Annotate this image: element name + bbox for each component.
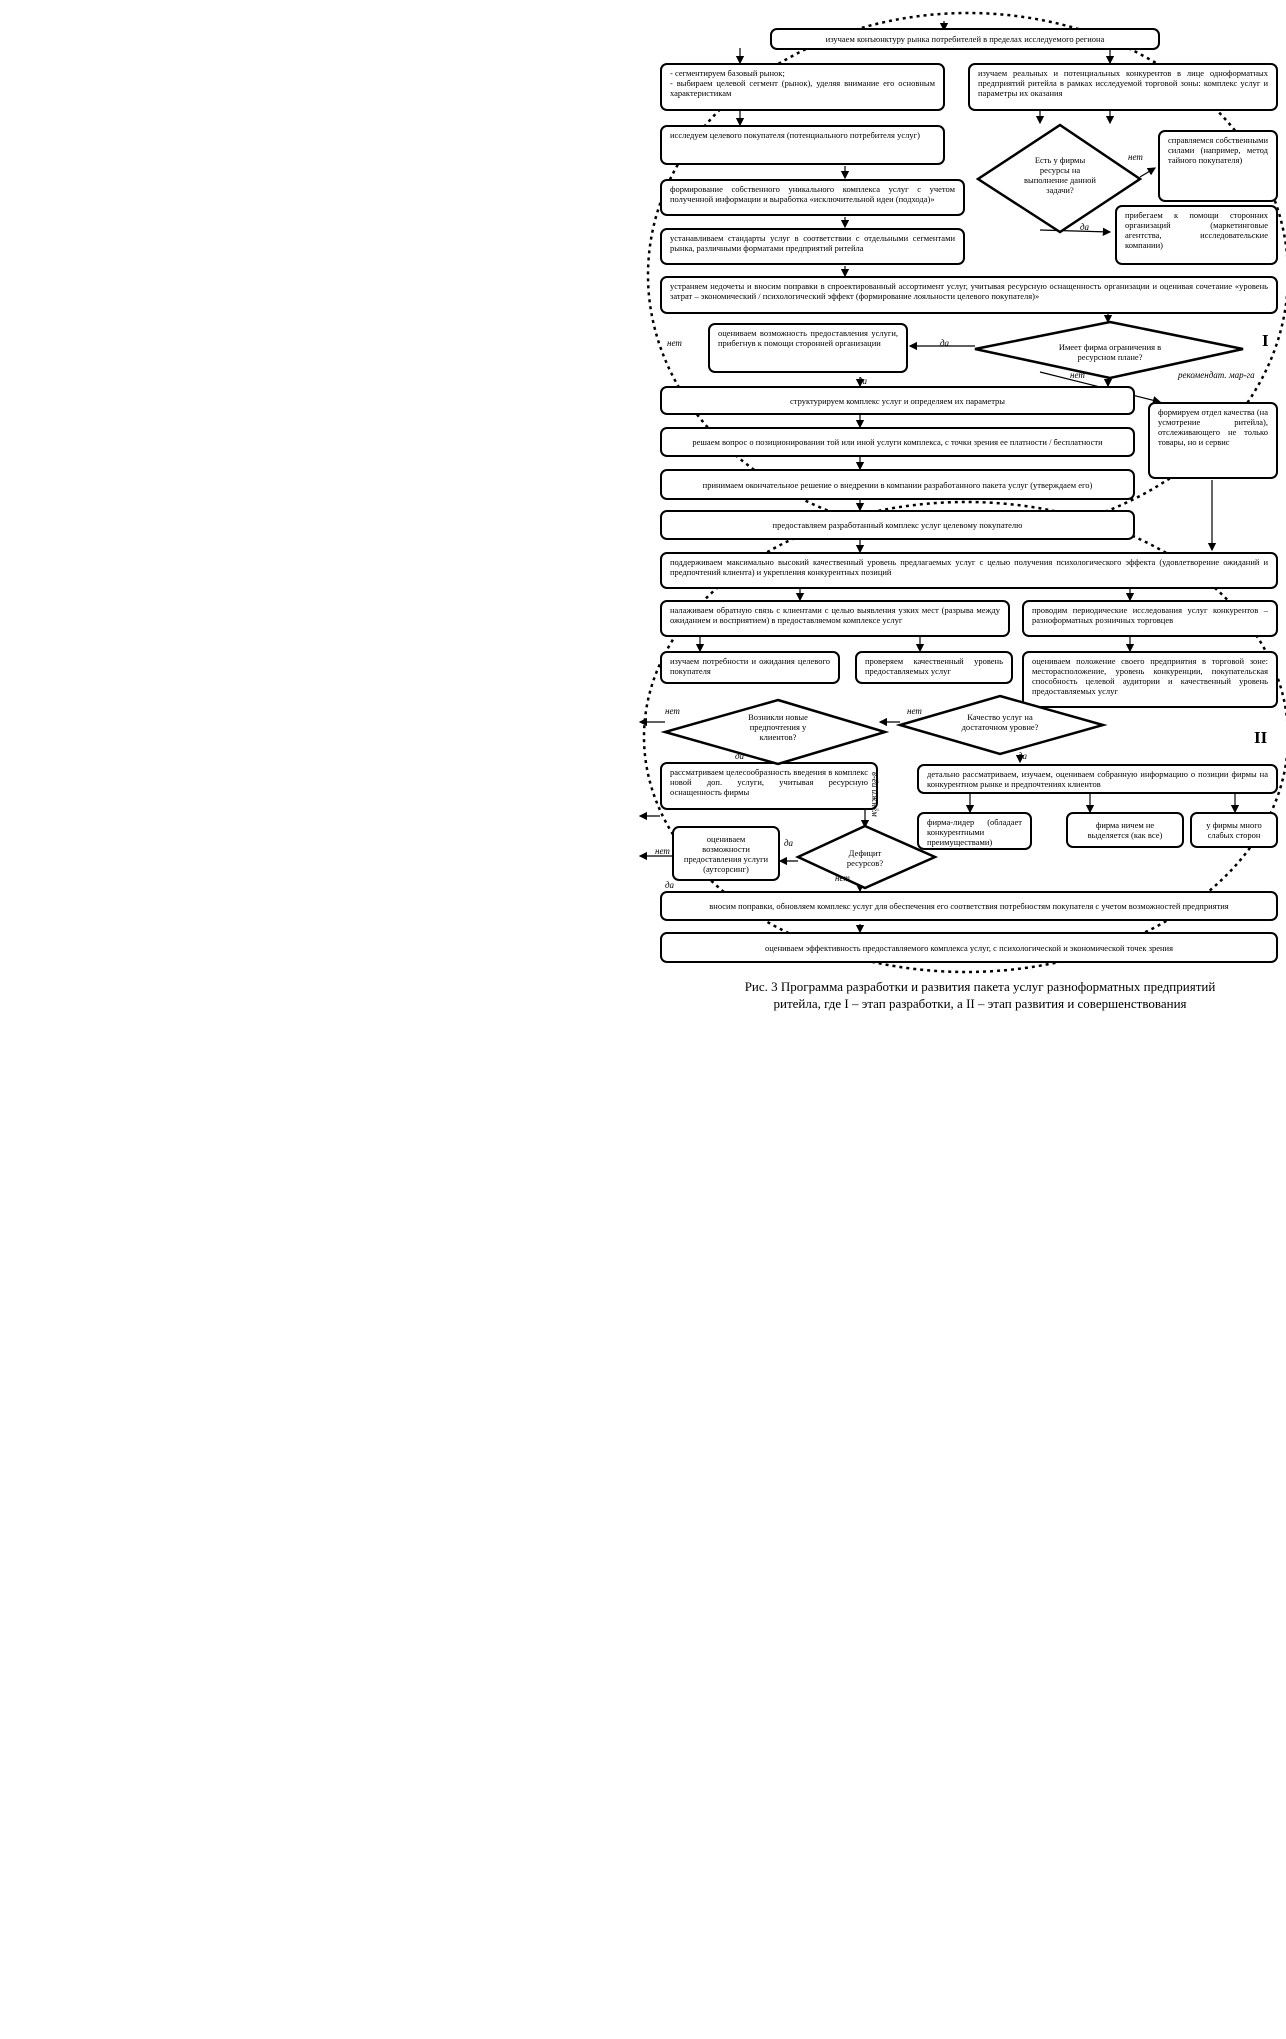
label-yes-2: да	[940, 338, 950, 348]
box-third-party: прибегаем к помощи сторонних организаций (маркетинговые агентства, исследовательские компании)	[1115, 205, 1278, 265]
label-recommend: рекомендат. мар-га	[1178, 370, 1255, 380]
box-study-competitors: изучаем реальных и потенциальных конкурентов в лице одноформатных предприятий ритейла в рамках исследуемой торговой зоны: комплекс услуг и параметры их оказания	[968, 63, 1278, 111]
box-firm-average: фирма ничем не выделяется (как все)	[1066, 812, 1184, 848]
box-study-market: изучаем конъюнктуру рынка потребителей в пределах исследуемого региона	[770, 28, 1160, 50]
label-stage-word: в-ёи ижнём	[870, 772, 880, 817]
box-new-service: рассматриваем целесообразность введения в комплекс новой доп. услуги, учитывая ресурсную оснащенность фирмы	[660, 762, 878, 810]
decision-limits-text: Имеет фирма ограничения в ресурсном плане?	[1058, 342, 1162, 362]
decision-quality-text: Качество услуг на достаточном уровне?	[961, 712, 1039, 732]
label-no-6: нет	[655, 846, 670, 856]
box-position: оцениваем положение своего предприятия в торговой зоне: месторасположение, уровень конкуренции, покупательская способность целевой аудитории и качественный уровень предоставляемых услуг	[1022, 651, 1278, 708]
stage-2-marker: II	[1254, 728, 1268, 747]
box-quality-dept: формируем отдел качества (на усмотрение ритейла), отслеживающего не только товары, но и сервис	[1148, 402, 1278, 479]
box-final-decision: принимаем окончательное решение о внедрении в компании разработанного пакета услуг (утверждаем его)	[660, 469, 1135, 500]
box-target-buyer: исследуем целевого покупателя (потенциального потребителя услуг)	[660, 125, 945, 165]
decision-deficit-text: Дефицит ресурсов?	[846, 848, 884, 868]
label-yes-4: да	[735, 751, 745, 761]
decision-preferences-text: Возникли новые предпочтения у клиентов?	[748, 712, 808, 742]
label-no-5: нет	[907, 706, 922, 716]
box-detailed-review: детально рассматриваем, изучаем, оцениваем собранную информацию о позиции фирмы на конкурентном рынке и предпочтениях клиентов	[917, 764, 1278, 794]
box-corrections: устраняем недочеты и вносим поправки в спроектированный ассортимент услуг, учитывая ресурсную оснащенность организации и оценивая сочетание «уровень затрат – экономический / психологический эффект (формирование лояльности целевого покупателя)»	[660, 276, 1278, 314]
box-structure: структурируем комплекс услуг и определяем их параметры	[660, 386, 1135, 415]
box-outsourcing-assess: оцениваем возможность предоставления услуги, прибегнув к помощи сторонней организации	[708, 323, 908, 373]
caption-line-1: Рис. 3 Программа разработки и развития пакета услуг разноформатных предприятий	[744, 979, 1216, 994]
figure-caption	[660, 978, 1286, 1012]
box-segmentation: - сегментируем базовый рынок; - выбираем целевой сегмент (рынок), уделяя внимание его основным характеристикам	[660, 63, 945, 111]
box-outsourcing: оцениваем возможности предоставления услуги (аутсорсинг)	[672, 826, 780, 881]
label-no-3: нет	[1070, 370, 1085, 380]
box-check-quality: проверяем качественный уровень предоставляемых услуг	[855, 651, 1013, 684]
box-pricing: решаем вопрос о позиционировании той или иной услуги комплекса, с точки зрения ее платности / бесплатности	[660, 427, 1135, 457]
stage-1-marker: I	[1262, 331, 1269, 350]
label-no-2: нет	[667, 338, 682, 348]
box-efficiency: оцениваем эффективность предоставляемого комплекса услуг, с психологической и экономической точек зрения	[660, 932, 1278, 963]
box-standards: устанавливаем стандарты услуг в соответствии с отдельными сегментами рынка, различными форматами предприятий ритейла	[660, 228, 965, 265]
box-own-forces: справляемся собственными силами (например, метод тайного покупателя)	[1158, 130, 1278, 202]
label-no-1: нет	[1128, 152, 1143, 162]
label-yes-5: да	[1018, 751, 1028, 761]
box-competitor-research: проводим периодические исследования услуг конкурентов – разноформатных розничных торговцев	[1022, 600, 1278, 637]
box-update-complex: вносим поправки, обновляем комплекс услуг для обеспечения его соответствия потребностям покупателя с учетом возможностей предприятия	[660, 891, 1278, 921]
label-no-7: нет	[835, 873, 850, 883]
box-maintain-quality: поддерживаем максимально высокий качественный уровень предлагаемых услуг с целью получения психологического эффекта (удовлетворение ожиданий и предпочтений клиента) и укрепления конкурентных позиций	[660, 552, 1278, 589]
box-feedback: налаживаем обратную связь с клиентами с целью выявления узких мест (разрыва между ожиданием и восприятием) в предоставляемом комплексе услуг	[660, 600, 1010, 637]
box-provide-complex: предоставляем разработанный комплекс услуг целевому покупателю	[660, 510, 1135, 540]
label-yes-6: да	[784, 838, 794, 848]
decision-resources-text: Есть у фирмы ресурсы на выполнение данной задачи?	[1024, 155, 1096, 195]
label-yes-1: да	[1080, 222, 1090, 232]
caption-line-2: ритейла, где I – этап разработки, а II – этап развития и совершенствования	[773, 996, 1187, 1011]
box-needs: изучаем потребности и ожидания целевого покупателя	[660, 651, 840, 684]
box-firm-weak: у фирмы много слабых сторон	[1190, 812, 1278, 848]
box-unique-complex: формирование собственного уникального комплекса услуг с учетом полученной информации и выработка «исключительной идеи (подхода)»	[660, 179, 965, 216]
label-yes-7: да	[665, 880, 675, 890]
label-yes-3: да	[858, 376, 868, 386]
box-firm-leader: фирма-лидер (обладает конкурентными преимуществами)	[917, 812, 1032, 850]
label-no-4: нет	[665, 706, 680, 716]
